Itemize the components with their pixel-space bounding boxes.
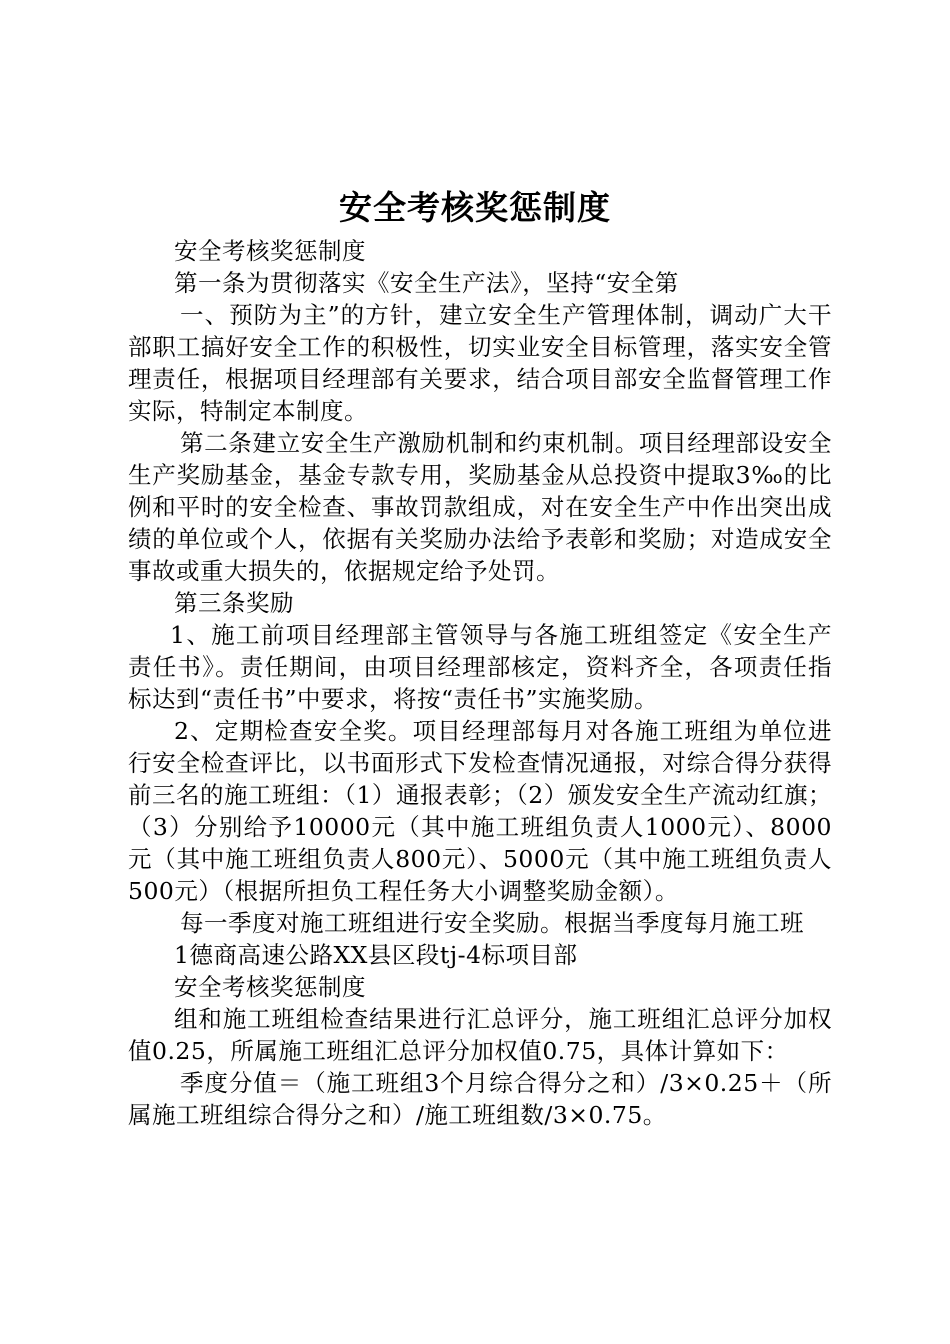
- paragraph-article-2: 第二条建立安全生产激励机制和约束机制。项目经理部设安全生产奖励基金，基金专款专用，奖励基金从总投资中提取3‰的比例和平时的安全检查、事故罚款组成，对在安全生产中作出突出成绩的单位或个人，依据有关奖励办法给予表彰和奖励；对造成安全事故或重大损失的，依据规定给予处罚。: [128, 429, 832, 585]
- paragraph-subtitle: 安全考核奖惩制度: [174, 237, 366, 265]
- paragraph-article-3-heading: 第三条奖励: [174, 589, 294, 617]
- document-body: [128, 235, 832, 1131]
- paragraph-item-2: 2、定期检查安全奖。项目经理部每月对各施工班组为单位进行安全检查评比，以书面形式下发检查情况通报，对综合得分获得前三名的施工班组：（1）通报表彰；（2）颁发安全生产流动红旗；（3）分别给予10000元（其中施工班组负责人1000元）、8000元（其中施工班组负责人800元）、5000元（其中施工班组负责人500元）（根据所担负工程任务大小调整奖励金额）。: [128, 717, 832, 905]
- document-title: 安全考核奖惩制度: [339, 188, 611, 227]
- paragraph-running-header: 安全考核奖惩制度: [174, 973, 366, 1001]
- paragraph-item-1: 1、施工前项目经理部主管领导与各施工班组签定《安全生产责任书》。责任期间，由项目经理部核定，资料齐全，各项责任指标达到“责任书”中要求，将按“责任书”实施奖励。: [128, 621, 832, 713]
- paragraph-article-1-start: 第一条为贯彻落实《安全生产法》，坚持“安全第: [174, 269, 679, 297]
- paragraph-article-1-cont: 一、预防为主”的方针，建立安全生产管理体制，调动广大干部职工搞好安全工作的积极性，切实业安全目标管理，落实安全管理责任，根据项目经理部有关要求，结合项目部安全监督管理工作实际，特制定本制度。: [128, 301, 832, 425]
- paragraph-page-footer: 1德商高速公路XX县区段tj-4标项目部: [174, 941, 578, 969]
- paragraph-formula: 季度分值＝（施工班组3个月综合得分之和）/3×0.25＋（所属施工班组综合得分之和）/施工班组数/3×0.75。: [128, 1069, 832, 1129]
- paragraph-scoring: 组和施工班组检查结果进行汇总评分，施工班组汇总评分加权值0.25，所属施工班组汇总评分加权值0.75，具体计算如下：: [128, 1005, 832, 1065]
- paragraph-quarterly: 每一季度对施工班组进行安全奖励。根据当季度每月施工班: [180, 909, 804, 937]
